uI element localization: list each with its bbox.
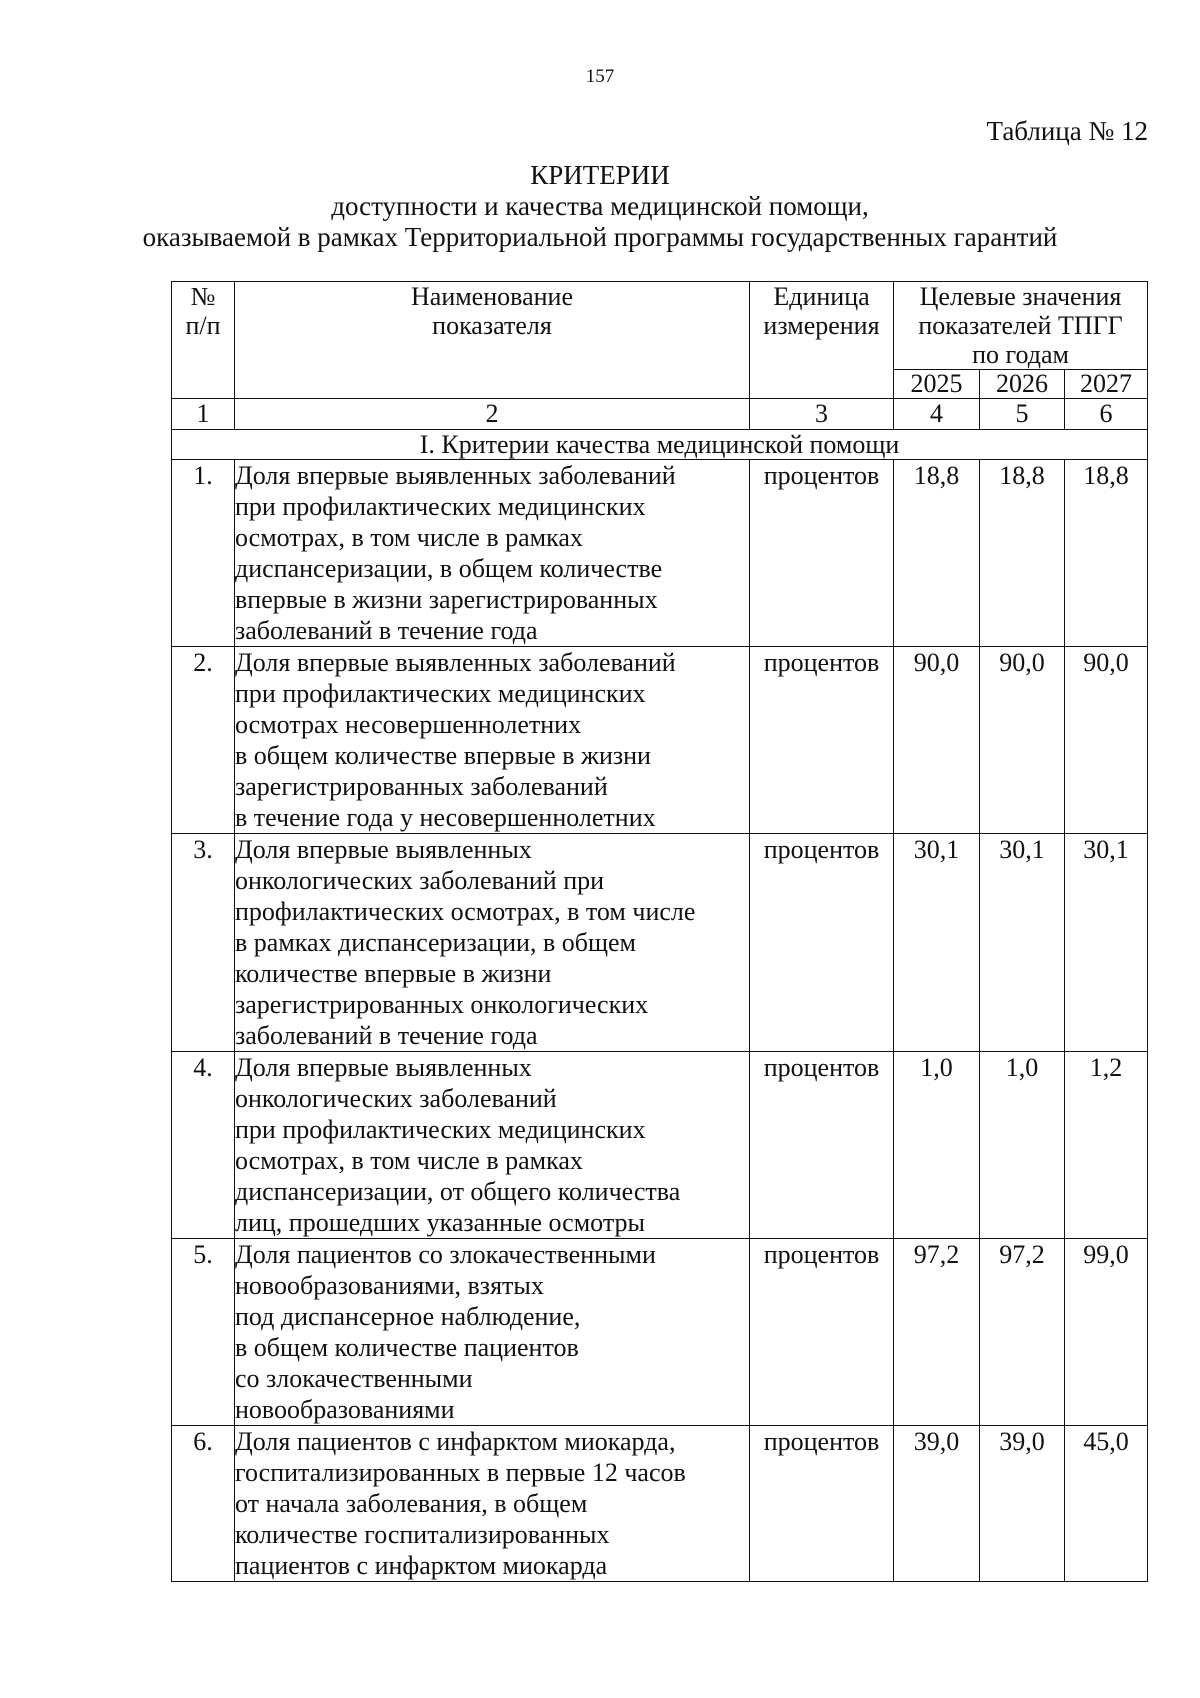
- unit-cell: процентов: [750, 834, 894, 1052]
- row-number: 3.: [172, 834, 235, 1052]
- table-row: [172, 460, 1148, 647]
- table-row: [172, 834, 1148, 1052]
- indicator-name-line: в рамках диспансеризации, в общем: [235, 928, 636, 957]
- indicator-name: [235, 834, 750, 1052]
- header-target-line-3: по годам: [972, 340, 1069, 369]
- document-title: [0, 160, 1200, 253]
- indicator-name-line: при профилактических медицинских: [235, 492, 646, 521]
- value-2026: 97,2: [980, 1239, 1065, 1426]
- column-number-row: [172, 399, 1148, 430]
- unit-cell: процентов: [750, 460, 894, 647]
- value-2027: 90,0: [1065, 647, 1148, 834]
- indicator-name-line: лиц, прошедших указанные осмотры: [235, 1208, 645, 1237]
- row-number: 6.: [172, 1426, 235, 1582]
- section-title: I. Критерии качества медицинской помощи: [172, 430, 1148, 460]
- column-number: 6: [1065, 399, 1148, 430]
- header-unit-line-1: Единица: [773, 282, 870, 311]
- header-name-line-1: Наименование: [411, 282, 573, 311]
- value-2026: 90,0: [980, 647, 1065, 834]
- indicator-name-line: Доля впервые выявленных заболеваний: [235, 461, 676, 490]
- unit-cell: процентов: [750, 1239, 894, 1426]
- column-number: 2: [235, 399, 750, 430]
- indicator-name-line: Доля впервые выявленных заболеваний: [235, 648, 676, 677]
- indicator-name-line: осмотрах, в том числе в рамках: [235, 523, 583, 552]
- indicator-name-line: Доля впервые выявленных: [235, 1053, 532, 1082]
- header-name: [235, 282, 750, 399]
- row-number: 1.: [172, 460, 235, 647]
- table-row: [172, 1239, 1148, 1426]
- table-row: [172, 1426, 1148, 1582]
- value-2027: 18,8: [1065, 460, 1148, 647]
- value-2025: 18,8: [894, 460, 980, 647]
- value-2025: 90,0: [894, 647, 980, 834]
- row-number: 2.: [172, 647, 235, 834]
- header-name-line-2: показателя: [432, 311, 552, 340]
- value-2026: 30,1: [980, 834, 1065, 1052]
- header-target-values: [894, 282, 1148, 370]
- indicator-name: [235, 1426, 750, 1582]
- value-2025: 30,1: [894, 834, 980, 1052]
- indicator-name-line: онкологических заболеваний: [235, 1084, 557, 1113]
- indicator-name-line: профилактических осмотрах, в том числе: [235, 897, 696, 926]
- value-2025: 97,2: [894, 1239, 980, 1426]
- indicator-name-line: Доля пациентов со злокачественными: [235, 1240, 656, 1269]
- indicator-name: [235, 1239, 750, 1426]
- unit-cell: процентов: [750, 1426, 894, 1582]
- indicator-name-line: в общем количестве пациентов: [235, 1333, 579, 1362]
- indicator-name-line: новообразованиями, взятых: [235, 1271, 544, 1300]
- indicator-name: [235, 647, 750, 834]
- header-number: [172, 282, 235, 399]
- title-line-1: доступности и качества медицинской помощи,: [331, 191, 869, 221]
- table-row: [172, 647, 1148, 834]
- indicator-name-line: осмотрах, в том числе в рамках: [235, 1146, 583, 1175]
- header-year-2026: 2026: [980, 370, 1065, 399]
- value-2026: 18,8: [980, 460, 1065, 647]
- column-number: 1: [172, 399, 235, 430]
- indicator-name-line: под диспансерное наблюдение,: [235, 1302, 581, 1331]
- header-year-2025: 2025: [894, 370, 980, 399]
- header-year-2027: 2027: [1065, 370, 1148, 399]
- value-2027: 30,1: [1065, 834, 1148, 1052]
- value-2027: 1,2: [1065, 1052, 1148, 1239]
- indicator-name-line: Доля впервые выявленных: [235, 835, 532, 864]
- table-row: [172, 1052, 1148, 1239]
- indicator-name-line: при профилактических медицинских: [235, 679, 646, 708]
- value-2027: 99,0: [1065, 1239, 1148, 1426]
- table-label: Таблица № 12: [986, 116, 1148, 146]
- criteria-table: [171, 281, 1148, 1582]
- indicator-name-line: в общем количестве впервые в жизни: [235, 741, 651, 770]
- header-unit: [750, 282, 894, 399]
- value-2026: 39,0: [980, 1426, 1065, 1582]
- value-2027: 45,0: [1065, 1426, 1148, 1582]
- value-2025: 1,0: [894, 1052, 980, 1239]
- column-number: 5: [980, 399, 1065, 430]
- unit-cell: процентов: [750, 647, 894, 834]
- title-main: КРИТЕРИИ: [530, 160, 670, 190]
- indicator-name-line: зарегистрированных заболеваний: [235, 772, 608, 801]
- indicator-name-line: количестве госпитализированных: [235, 1520, 610, 1549]
- indicator-name: [235, 460, 750, 647]
- indicator-name-line: диспансеризации, от общего количества: [235, 1177, 681, 1206]
- indicator-name-line: количестве впервые в жизни: [235, 959, 552, 988]
- indicator-name-line: заболеваний в течение года: [235, 1021, 538, 1050]
- indicator-name-line: госпитализированных в первые 12 часов: [235, 1458, 686, 1487]
- indicator-name-line: новообразованиями: [235, 1395, 455, 1424]
- column-number: 3: [750, 399, 894, 430]
- value-2026: 1,0: [980, 1052, 1065, 1239]
- value-2025: 39,0: [894, 1426, 980, 1582]
- indicator-name-line: зарегистрированных онкологических: [235, 990, 649, 1019]
- row-number: 5.: [172, 1239, 235, 1426]
- indicator-name-line: заболеваний в течение года: [235, 616, 538, 645]
- row-number: 4.: [172, 1052, 235, 1239]
- indicator-name-line: онкологических заболеваний при: [235, 866, 605, 895]
- indicator-name-line: впервые в жизни зарегистрированных: [235, 585, 658, 614]
- unit-cell: процентов: [750, 1052, 894, 1239]
- section-row: [172, 430, 1148, 460]
- indicator-name-line: при профилактических медицинских: [235, 1115, 646, 1144]
- header-target-line-2: показателей ТПГГ: [918, 311, 1123, 340]
- indicator-name: [235, 1052, 750, 1239]
- indicator-name-line: от начала заболевания, в общем: [235, 1489, 588, 1518]
- indicator-name-line: осмотрах несовершеннолетних: [235, 710, 582, 739]
- indicator-name-line: со злокачественными: [235, 1364, 473, 1393]
- indicator-name-line: в течение года у несовершеннолетних: [235, 803, 656, 832]
- header-number-line-1: №: [190, 282, 216, 311]
- indicator-name-line: пациентов с инфарктом миокарда: [235, 1551, 608, 1580]
- indicator-name-line: Доля пациентов с инфарктом миокарда,: [235, 1427, 676, 1456]
- header-number-line-2: п/п: [185, 311, 221, 340]
- title-line-2: оказываемой в рамках Территориальной программы государственных гарантий: [142, 222, 1058, 252]
- header-unit-line-2: измерения: [763, 311, 880, 340]
- page-number: 157: [585, 66, 615, 87]
- header-row: [172, 282, 1148, 370]
- header-target-line-1: Целевые значения: [919, 282, 1122, 311]
- indicator-name-line: диспансеризации, в общем количестве: [235, 554, 663, 583]
- column-number: 4: [894, 399, 980, 430]
